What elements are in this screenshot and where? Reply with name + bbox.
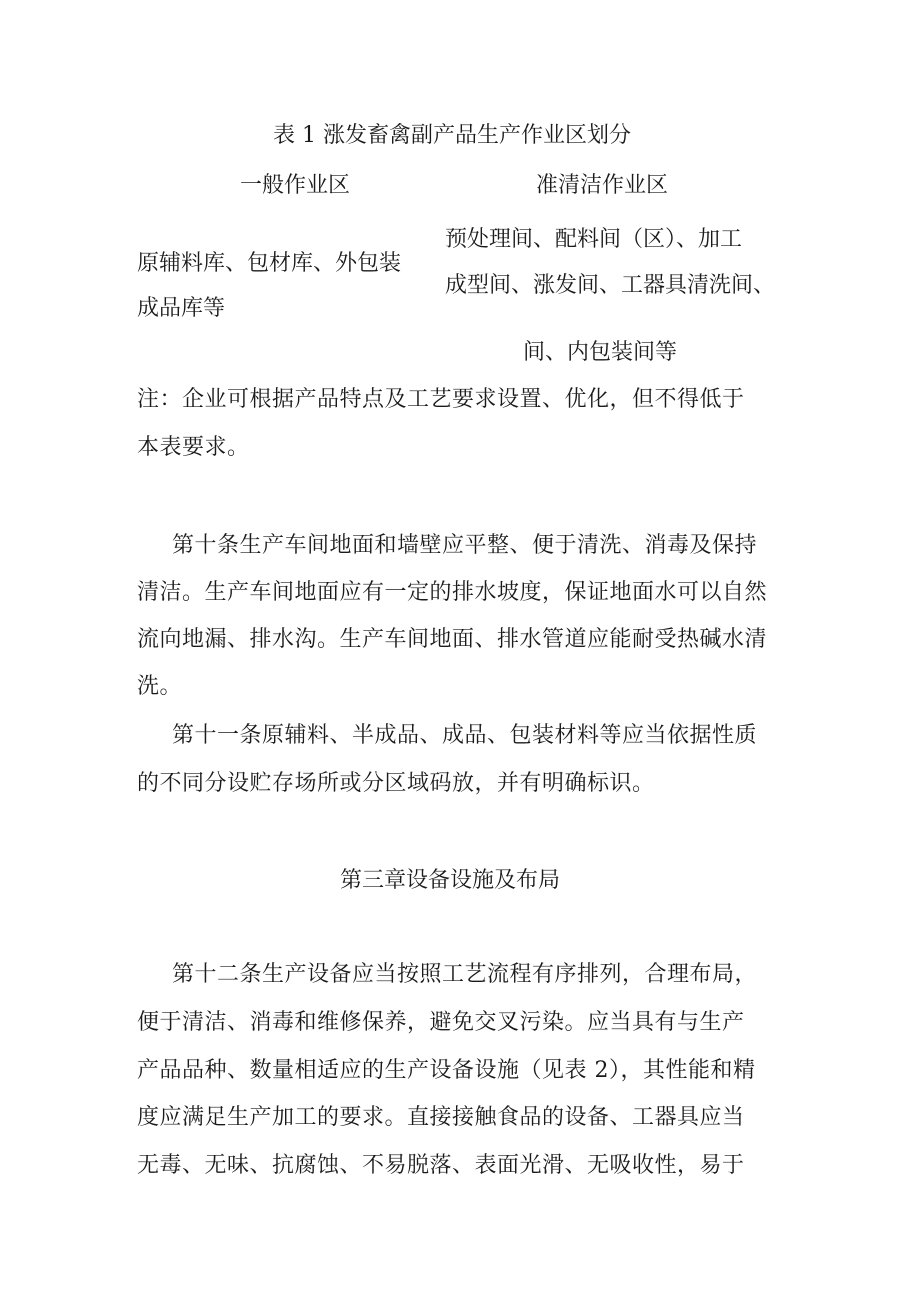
article10-line: 清洁。生产车间地面应有一定的排水坡度，保证地面水可以自然 bbox=[137, 580, 768, 605]
table-cell-semi-clean-area-line: 预处理间、配料间（区）、加工 bbox=[445, 227, 743, 252]
table-header-semi-clean-area: 准清洁作业区 bbox=[536, 173, 669, 198]
table-cell-general-area-line: 原辅料库、包材库、外包装 bbox=[137, 251, 402, 276]
article10-line: 洗。 bbox=[137, 674, 183, 699]
article12-line: 无毒、无味、抗腐蚀、不易脱落、表面光滑、无吸收性，易于 bbox=[137, 1153, 745, 1178]
table-note-line: 本表要求。 bbox=[137, 435, 250, 460]
article12-line: 度应满足生产加工的要求。直接接触食品的设备、工器具应当 bbox=[137, 1105, 745, 1130]
table-title: 表 1 涨发畜禽副产品生产作业区划分 bbox=[273, 123, 631, 148]
article10-line: 流向地漏、排水沟。生产车间地面、排水管道应能耐受热碱水清 bbox=[137, 627, 768, 652]
article12-line: 便于清洁、消毒和维修保养，避免交叉污染。应当具有与生产 bbox=[137, 1010, 745, 1035]
table-header-general-area: 一般作业区 bbox=[240, 173, 351, 198]
table-cell-semi-clean-area-line: 间、内包装间等 bbox=[523, 340, 678, 365]
article12-line: 第十二条生产设备应当按照工艺流程有序排列，合理布局， bbox=[172, 962, 758, 987]
article12-line: 产品品种、数量相适应的生产设备设施（见表 2），其性能和精 bbox=[137, 1058, 756, 1083]
table-cell-general-area-line: 成品库等 bbox=[137, 296, 226, 321]
article11-line: 第十一条原辅料、半成品、成品、包装材料等应当依据性质 bbox=[172, 723, 758, 748]
article10-line: 第十条生产车间地面和墙壁应平整、便于清洗、消毒及保持 bbox=[172, 533, 758, 558]
table-cell-semi-clean-area-line: 成型间、涨发间、工器具清洗间、 bbox=[445, 273, 776, 298]
article11-line: 的不同分设贮存场所或分区域码放，并有明确标识。 bbox=[137, 771, 655, 796]
chapter-title: 第三章设备设施及布局 bbox=[340, 868, 561, 893]
table-note-line: 注：企业可根据产品特点及工艺要求设置、优化，但不得低于 bbox=[137, 387, 745, 412]
